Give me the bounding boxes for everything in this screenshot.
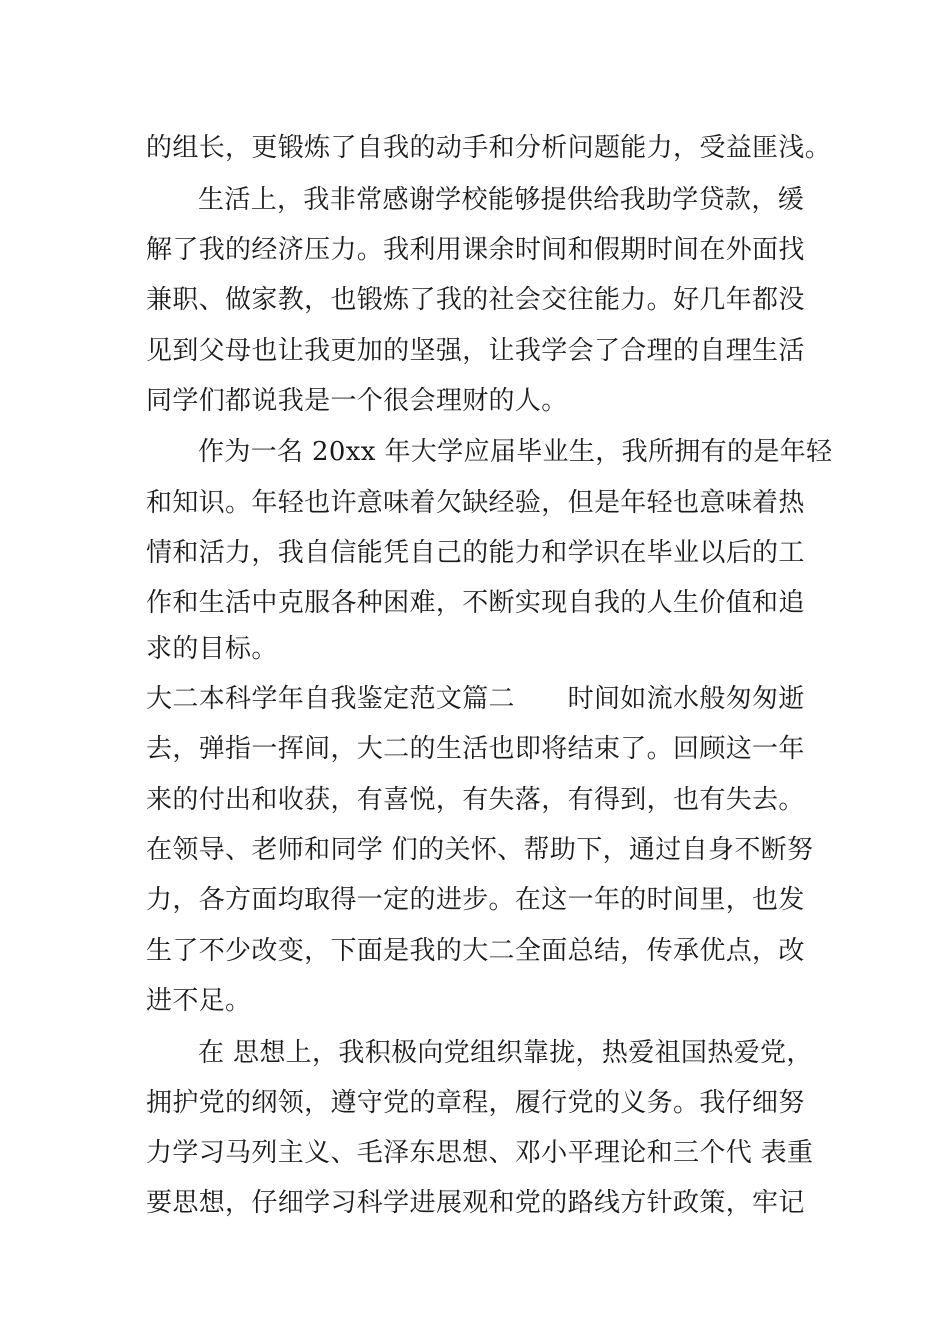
text-line: 兼职、做家教，也锻炼了我的社会交往能力。好几年都没 xyxy=(146,285,805,315)
text-line: 解了我的经济压力。我利用课余时间和假期时间在外面找 xyxy=(146,235,805,265)
text-line: 去，弹指一挥间，大二的生活也即将结束了。回顾这一年 xyxy=(146,734,805,764)
text-line: 力，各方面均取得一定的进步。在这一年的时间里，也发 xyxy=(146,885,805,915)
text-line: 同学们都说我是一个很会理财的人。 xyxy=(146,386,568,416)
paragraph-first-line: 生活上，我非常感谢学校能够提供给我助学贷款，缓 xyxy=(198,185,805,215)
text-line: 情和活力，我自信能凭自己的能力和学识在毕业以后的工 xyxy=(146,538,805,568)
text-line: 力学习马列主义、毛泽东思想、邓小平理论和三个代 表重 xyxy=(146,1138,814,1168)
text-line: 拥护党的纲领，遵守党的章程，履行党的义务。我仔细努 xyxy=(146,1088,805,1118)
text-line: 生了不少改变，下面是我的大二全面总结，传承优点，改 xyxy=(146,936,805,966)
text-line: 求的目标。 xyxy=(146,634,278,664)
text-line: 的组长，更锻炼了自我的动手和分析问题能力，受益匪浅。 xyxy=(146,133,832,163)
text-line: 进不足。 xyxy=(146,986,252,1016)
text-line: 要思想，仔细学习科学进展观和党的路线方针政策，牢记 xyxy=(146,1188,805,1218)
text-line: 来的付出和收获，有喜悦，有失落，有得到，也有失去。 xyxy=(146,785,805,815)
text-line: 在领导、老师和同学 们的关怀、帮助下，通过自身不断努 xyxy=(146,835,814,865)
section-heading-line: 大二本科学年自我鉴定范文篇二 时间如流水般匆匆逝 xyxy=(146,684,805,714)
text-line: 作和生活中克服各种困难，不断实现自我的人生价值和追 xyxy=(146,588,805,618)
text-line: 见到父母也让我更加的坚强，让我学会了合理的自理生活 xyxy=(146,336,805,366)
paragraph-first-line: 在 思想上，我积极向党组织靠拢，热爱祖国热爱党， xyxy=(198,1038,813,1068)
paragraph-first-line: 作为一名 20xx 年大学应届毕业生，我所拥有的是年轻 xyxy=(198,437,833,467)
text-line: 和知识。年轻也许意味着欠缺经验，但是年轻也意味着热 xyxy=(146,488,805,518)
